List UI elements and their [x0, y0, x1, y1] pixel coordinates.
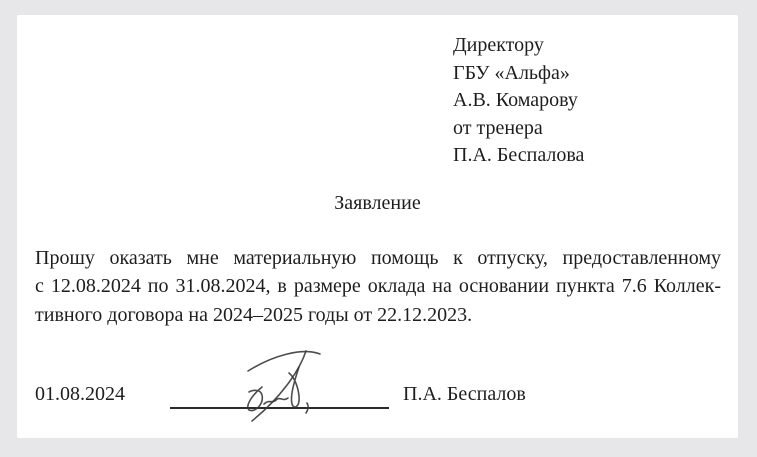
recipient-line-director-name: А.В. Комарову	[453, 89, 578, 112]
document-body	[35, 244, 721, 329]
document-card	[17, 15, 738, 438]
body-line-3: тивного договора на 2024–2025 годы от 22.12.2023.	[35, 303, 473, 326]
document-date: 01.08.2024	[35, 383, 125, 405]
recipient-line-applicant-name: П.А. Беспалова	[453, 144, 585, 167]
document-title: Заявление	[334, 192, 421, 214]
body-line-2: с 12.08.2024 по 31.08.2024, в размере оклада на основании пункта 7.6 Коллек-	[35, 275, 721, 298]
body-line-1: Прошу оказать мне материальную помощь к отпуску, предоставленному	[35, 247, 721, 269]
recipient-line-organization: ГБУ «Альфа»	[453, 61, 570, 84]
recipient-line-addressee: Директору	[453, 34, 544, 56]
signed-name: П.А. Беспалов	[403, 383, 526, 405]
handwritten-signature-icon	[202, 345, 352, 425]
recipient-block	[453, 32, 584, 170]
recipient-line-from-role: от тренера	[453, 116, 543, 139]
